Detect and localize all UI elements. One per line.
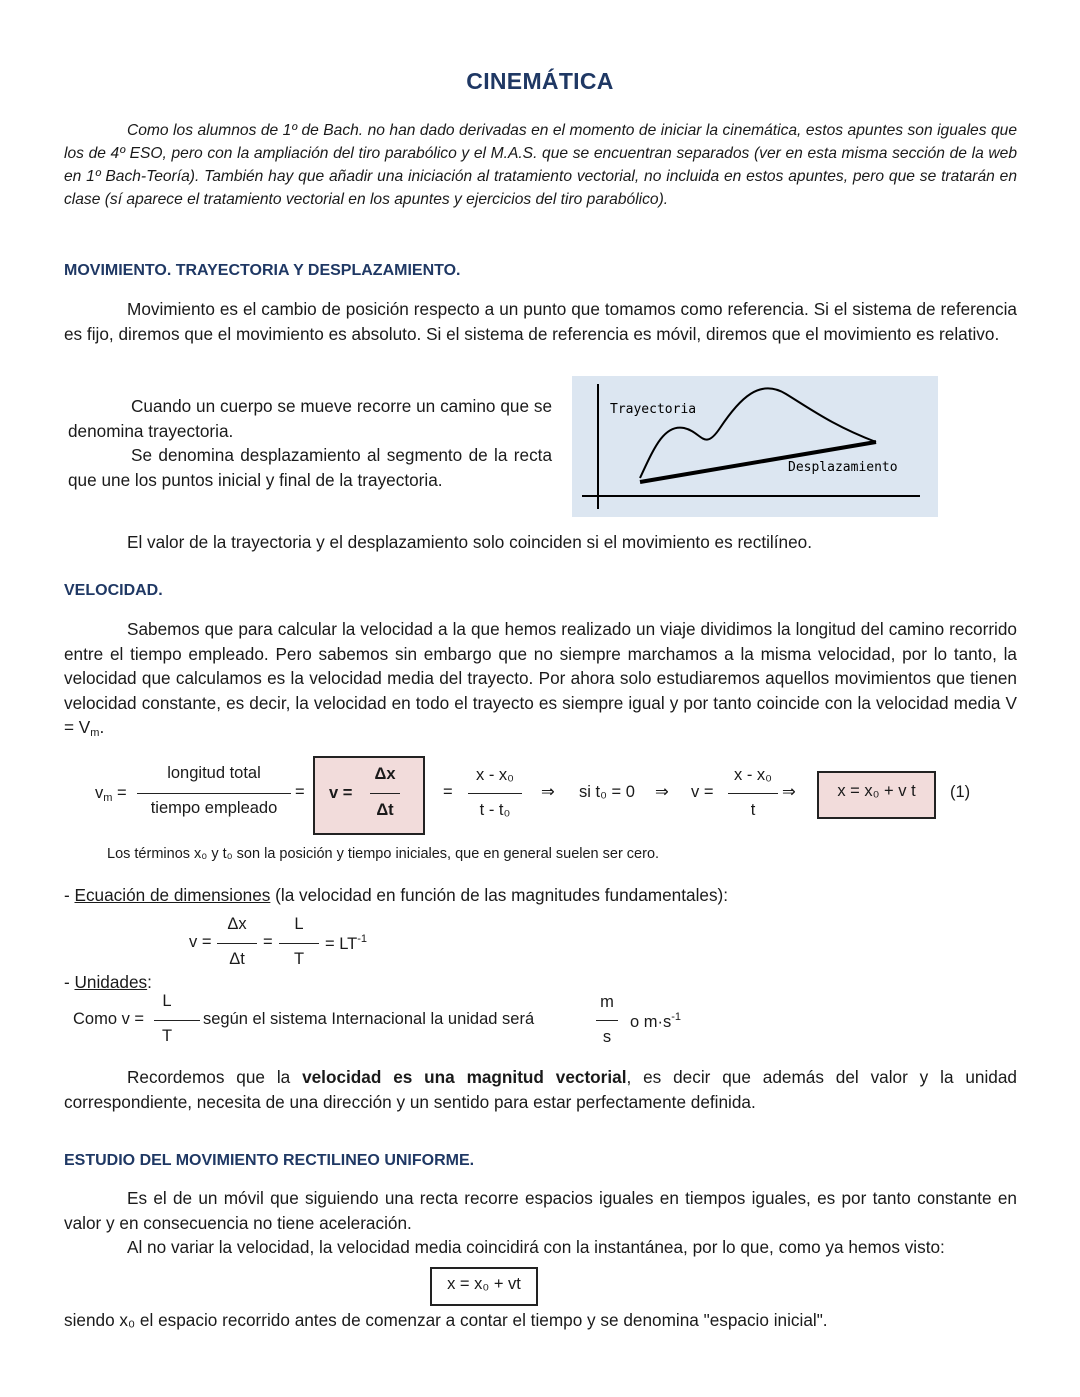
equation-number: (1) (950, 783, 971, 801)
paragraph-movimiento: Movimiento es el cambio de posición respecto a un punto que tomamos como referencia. Si el sistema de referencia es fijo, diremos que el movimiento es absoluto. Si el sistema de referencia es móvil, diremos que el movimiento es relativo. (64, 299, 1017, 344)
v-equals: v = (691, 783, 714, 801)
trajectory-diagram (572, 376, 938, 517)
fraction-bar (728, 793, 778, 794)
denominator-dt: Δt (376, 801, 394, 819)
units-alt: o $m\cdot s^{-1}$ (630, 1011, 682, 1031)
vm-symbol: $v_m$ = (95, 784, 127, 804)
paragraph-mru: Es el de un móvil que siguiendo una recta recorre espacios iguales en tiempos iguales, es por tanto constante en valor y en consecuencia no tiene aceleración. (64, 1188, 1017, 1233)
fraction-bar (596, 1020, 618, 1021)
paragraph-velocidad: Sabemos que para calcular la velocidad a la que hemos realizado un viaje dividimos la longitud del camino recorrido entre el tiempo empleado. Pero sabemos sin embargo que no siempre marchamos a la misma velocidad, por lo tanto, la velocidad que calculamos es la velocidad media del trayecto. Por ahora solo estudiaremos aquellos movimientos que tienen velocidad constante, es decir, la velocidad en todo el trayecto es siempre igual y por tanto coincide con la velocidad media $V = V_m$. (64, 619, 1017, 739)
intro-paragraph: Como los alumnos de 1º de Bach. no han dado derivadas en el momento de iniciar la cinemática, estos apuntes son iguales que los de 4º ESO, pero con la ampliación del tiro parabólico y el M.A.S. que se encuentran separados (ver en esta misma sección de la web en 1º Bach-Teoría). También hay que añadir una iniciación al tratamiento vectorial, no incluida en estos apuntes, pero que se tratarán en clase (sí aparece el tratamiento vectorial en los apuntes y ejercicios del tiro parabólico). (64, 122, 1017, 208)
equals-sign: = (295, 783, 305, 801)
v-equals: v = (189, 933, 212, 951)
denominator-dt: Δt (229, 950, 245, 968)
implies-arrow: ⇒ (782, 783, 796, 801)
numerator-dx: Δx (227, 915, 247, 933)
denominator-t-t0: t - t₀ (479, 801, 511, 819)
paragraph-coinciden: El valor de la trayectoria y el desplazamiento solo coinciden si el movimiento es rectilíneo. (127, 532, 812, 552)
units-text: según el sistema Internacional la unidad será (203, 1010, 535, 1028)
label-desplazamiento: Desplazamiento (788, 460, 898, 475)
dimension-result: = $LT^{-1}$ (325, 933, 368, 953)
denominator-t: t (750, 801, 756, 819)
como-v: Como v = (73, 1010, 145, 1028)
denominator-s: s (602, 1028, 612, 1046)
condition-t0: si t₀ = 0 (579, 783, 635, 801)
numerator-dx: Δx (374, 765, 396, 783)
label-trayectoria: Trayectoria (610, 402, 697, 417)
section-heading-movimiento: MOVIMIENTO. TRAYECTORIA Y DESPLAZAMIENTO. (64, 262, 461, 279)
paragraph-espacio-inicial: siendo x₀ el espacio recorrido antes de comenzar a contar el tiempo y se denomina "espacio inicial". (64, 1310, 828, 1330)
numerator-L: L (162, 992, 172, 1010)
numerator-x-x0: x - x₀ (733, 766, 772, 784)
section-heading-velocidad: VELOCIDAD. (64, 582, 163, 599)
denominator-T: T (161, 1027, 173, 1045)
section-heading-mru: ESTUDIO DEL MOVIMIENTO RECTILINEO UNIFORME. (64, 1152, 475, 1169)
paragraph-instantanea: Al no variar la velocidad, la velocidad media coincidirá con la instantánea, por lo que, como ya hemos visto: (127, 1237, 945, 1257)
paragraph-desplazamiento: Se denomina desplazamiento al segmento de la recta que une los puntos inicial y final de la trayectoria. (68, 445, 552, 490)
fraction-bar (370, 793, 400, 794)
fraction-bar (217, 943, 257, 944)
units-heading: - Unidades: (64, 972, 152, 992)
paragraph-trayectoria: Cuando un cuerpo se mueve recorre un camino que se denomina trayectoria. (68, 396, 552, 441)
numerator-x-x0: x - x₀ (475, 766, 514, 784)
fraction-bar (279, 943, 319, 944)
denominator-tiempo: tiempo empleado (150, 799, 278, 817)
numerator-L: L (294, 915, 304, 933)
equals-sign: = (443, 783, 453, 801)
v-symbol: v = (329, 784, 353, 802)
numerator-longitud: longitud total (167, 764, 261, 782)
paragraph-vectorial: Recordemos que la velocidad es una magnitud vectorial, es decir que además del valor y la unidad correspondiente, necesita de una dirección y un sentido para estar perfectamente definida. (64, 1067, 1017, 1112)
dimensions-heading: - Ecuación de dimensiones (la velocidad en función de las magnitudes fundamentales): (64, 885, 729, 905)
position-equation: x = x₀ + v t (837, 782, 916, 800)
mru-equation: x = x₀ + vt (447, 1275, 521, 1293)
implies-arrow: ⇒ (541, 783, 555, 801)
fraction-bar (468, 793, 522, 794)
fraction-bar (137, 793, 291, 794)
implies-arrow: ⇒ (655, 783, 669, 801)
numerator-m: m (600, 993, 614, 1011)
fraction-bar (154, 1020, 200, 1021)
denominator-T: T (293, 950, 305, 968)
equals-sign: = (263, 933, 273, 951)
page-title: CINEMÁTICA (466, 68, 614, 94)
trajectory-svg (572, 376, 938, 517)
note-initial-terms: Los términos x₀ y t₀ son la posición y tiempo iniciales, que en general suelen ser cero. (107, 846, 660, 862)
